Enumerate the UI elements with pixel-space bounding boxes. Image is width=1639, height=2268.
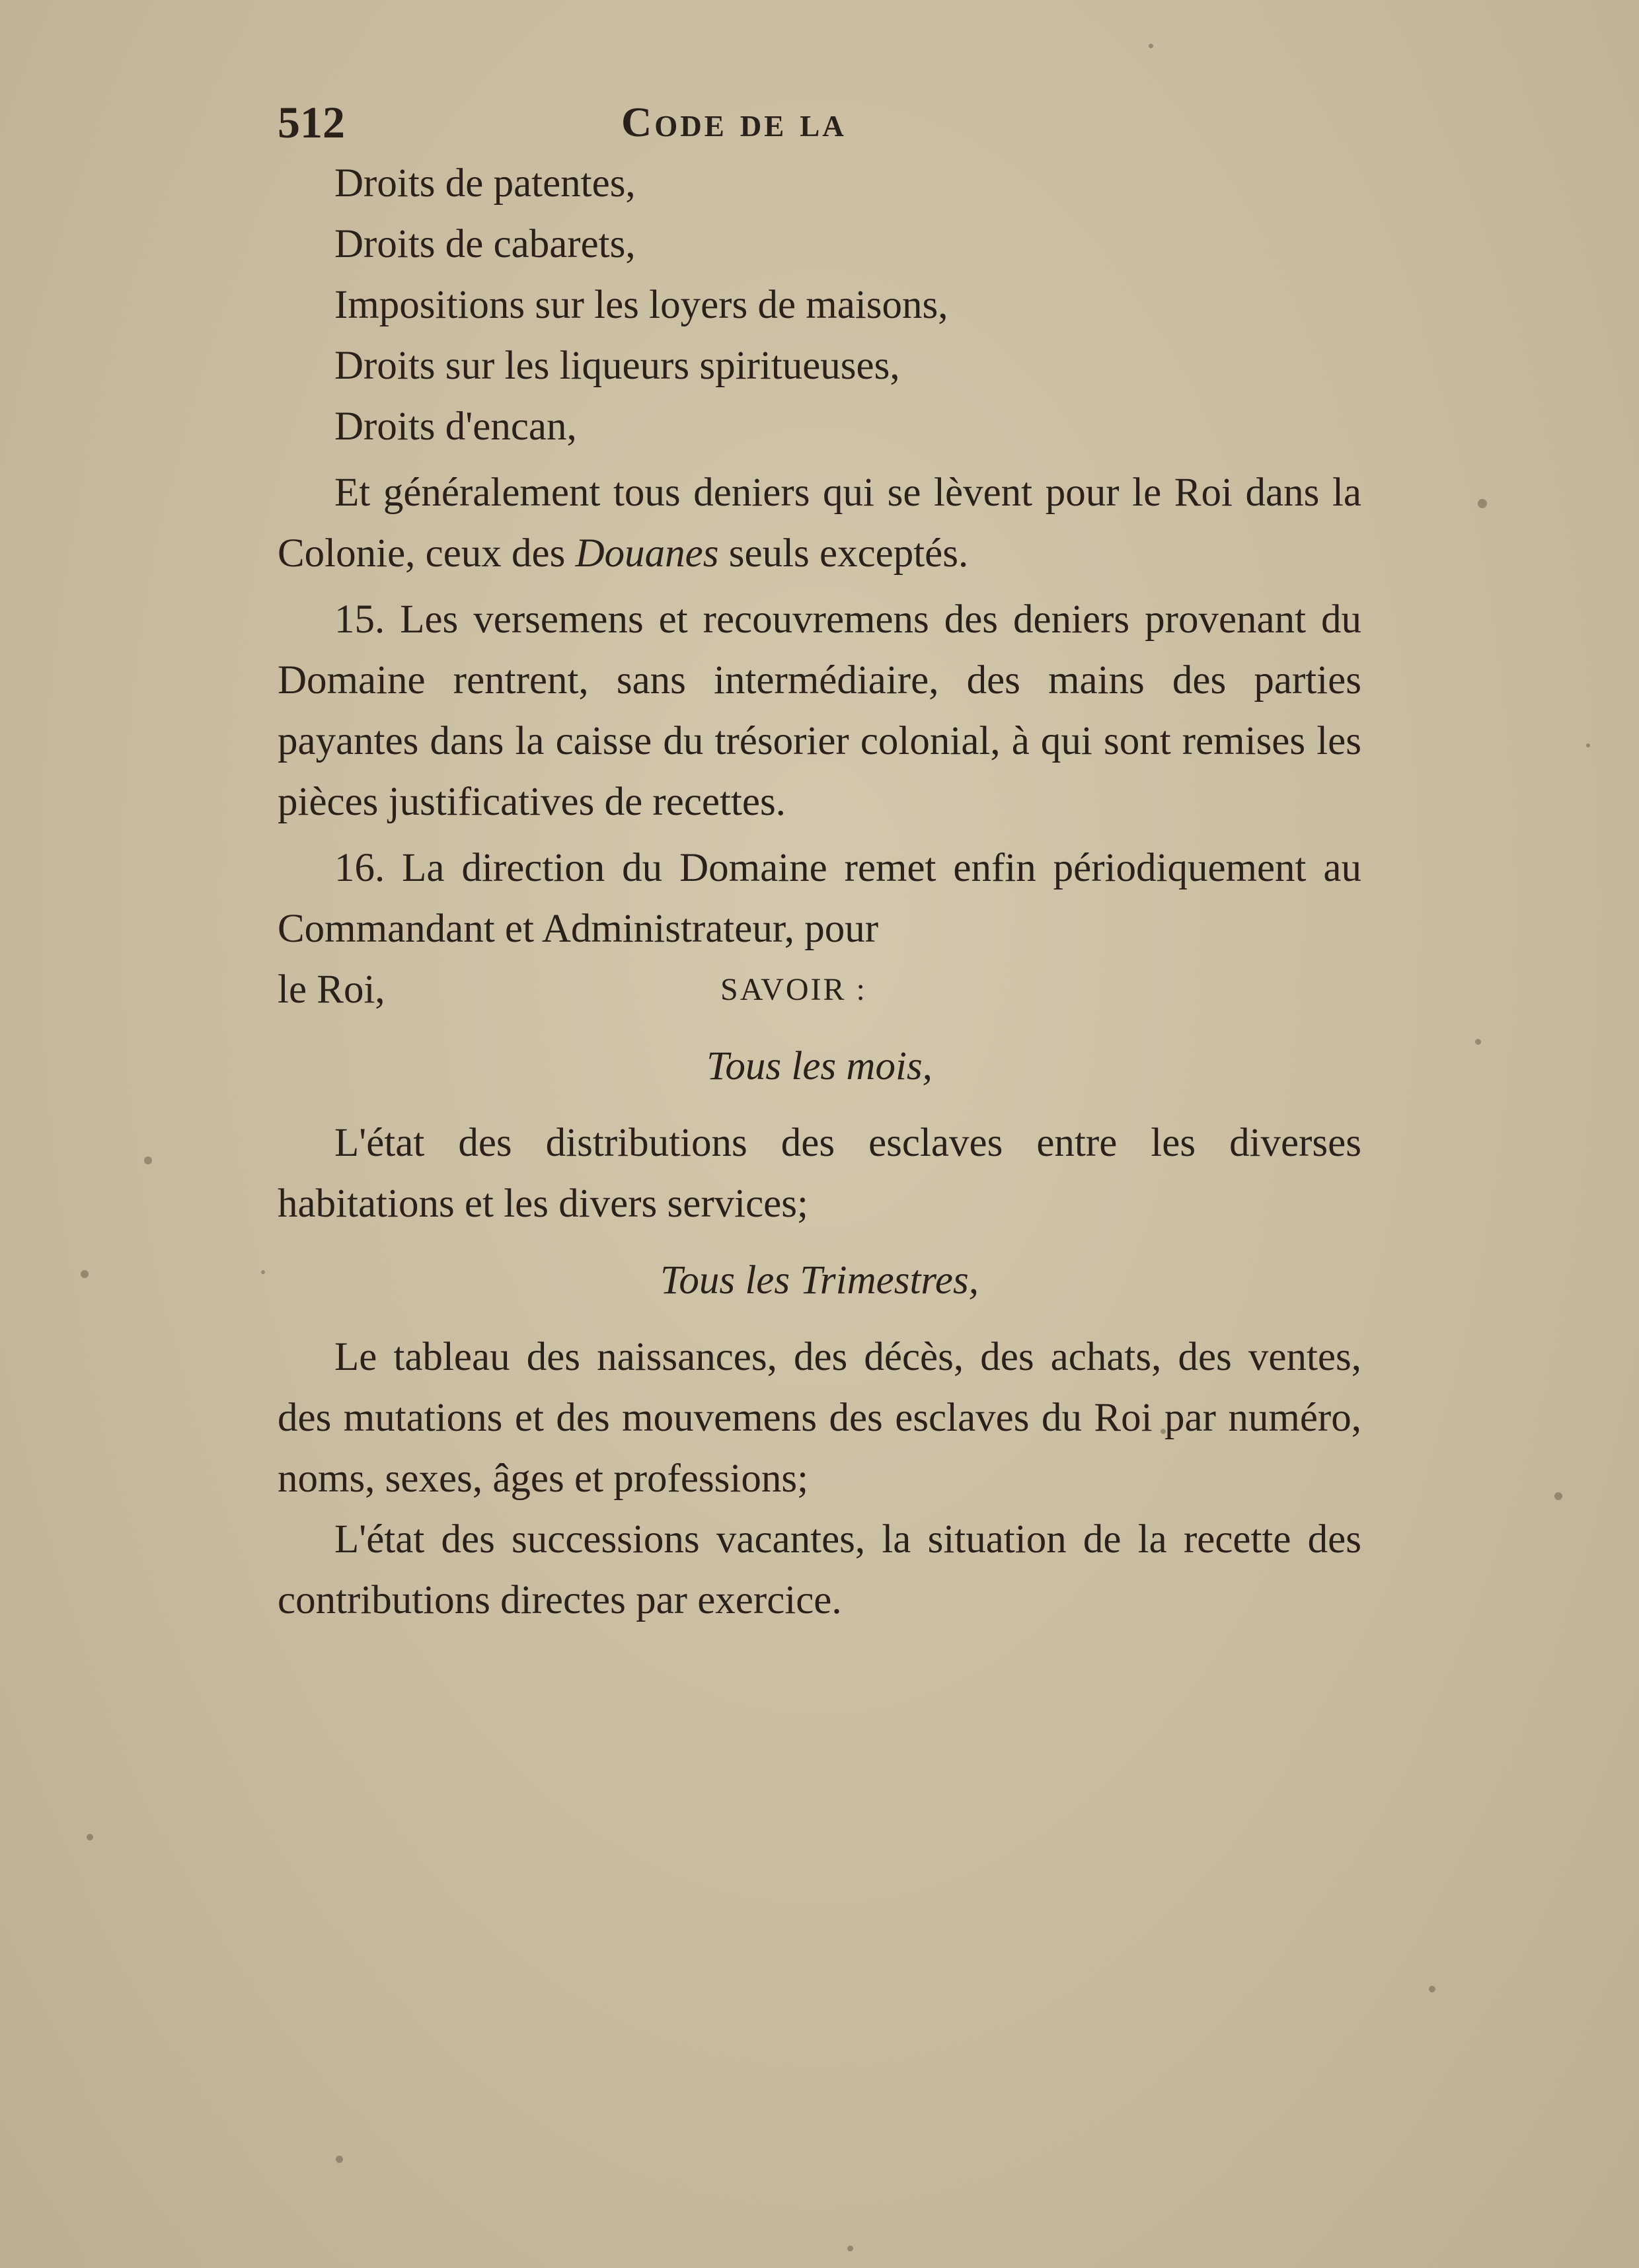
list-item: Droits sur les liqueurs spiritueuses, bbox=[334, 344, 900, 388]
paragraph-16-end: le Roi, bbox=[278, 967, 385, 1012]
page-number: 512 bbox=[278, 97, 345, 147]
paper-speck bbox=[144, 1156, 152, 1164]
list-item: Droits de cabarets, bbox=[334, 222, 636, 266]
running-title: Code de la bbox=[621, 98, 847, 145]
paragraph-quarterly-successions: L'état des successions vacantes, la situation de la recette des contributions directes par exercice. bbox=[278, 1517, 1361, 1622]
paper-speck bbox=[1586, 743, 1590, 747]
paper-speck bbox=[81, 1270, 89, 1278]
list-item: Impositions sur les loyers de maisons, bbox=[334, 283, 948, 327]
paragraph-general-before: Et généralement tous deniers qui se lèvent pour le Roi dans la Colonie, ceux des bbox=[278, 471, 1361, 576]
douanes-emphasis: Douanes bbox=[575, 531, 719, 576]
list-item: Droits d'encan, bbox=[334, 404, 577, 449]
list-item: Droits de patentes, bbox=[334, 161, 636, 206]
heading-quarterly: Tous les Trimestres, bbox=[660, 1258, 979, 1303]
paper-speck bbox=[1429, 1986, 1435, 1992]
paper-speck bbox=[1149, 44, 1153, 48]
paragraph-general-after: seuls exceptés. bbox=[718, 531, 969, 576]
paper-speck bbox=[87, 1834, 93, 1840]
page-body bbox=[278, 153, 1361, 1631]
paper-speck bbox=[847, 2246, 853, 2251]
paper-speck bbox=[1475, 1039, 1481, 1045]
savoir-label: SAVOIR : bbox=[720, 972, 867, 1007]
savoir-line bbox=[278, 960, 1361, 1020]
paragraph-15: 15. Les versemens et recouvremens des deniers provenant du Domaine rentrent, sans intermédiaire, des mains des parties payantes dans la caisse du trésorier colonial, à qui sont remises les pièces justificatives de recettes. bbox=[278, 597, 1361, 824]
paper-speck bbox=[336, 2156, 343, 2163]
running-header bbox=[278, 93, 1375, 152]
paragraph-monthly: L'état des distributions des esclaves entre les diverses habitations et les divers services; bbox=[278, 1121, 1361, 1226]
paper-speck bbox=[1554, 1492, 1562, 1500]
paragraph-16: 16. La direction du Domaine remet enfin périodiquement au Commandant et Administrateur, pour bbox=[278, 846, 1361, 951]
paper-speck bbox=[261, 1270, 265, 1274]
paragraph-general bbox=[278, 463, 1361, 584]
paragraph-quarterly-births: Le tableau des naissances, des décès, des achats, des ventes, des mutations et des mouvemens des esclaves du Roi par numéro, noms, sexes, âges et professions; bbox=[278, 1335, 1361, 1501]
heading-monthly: Tous les mois, bbox=[706, 1044, 933, 1088]
paper-speck bbox=[1478, 499, 1487, 508]
